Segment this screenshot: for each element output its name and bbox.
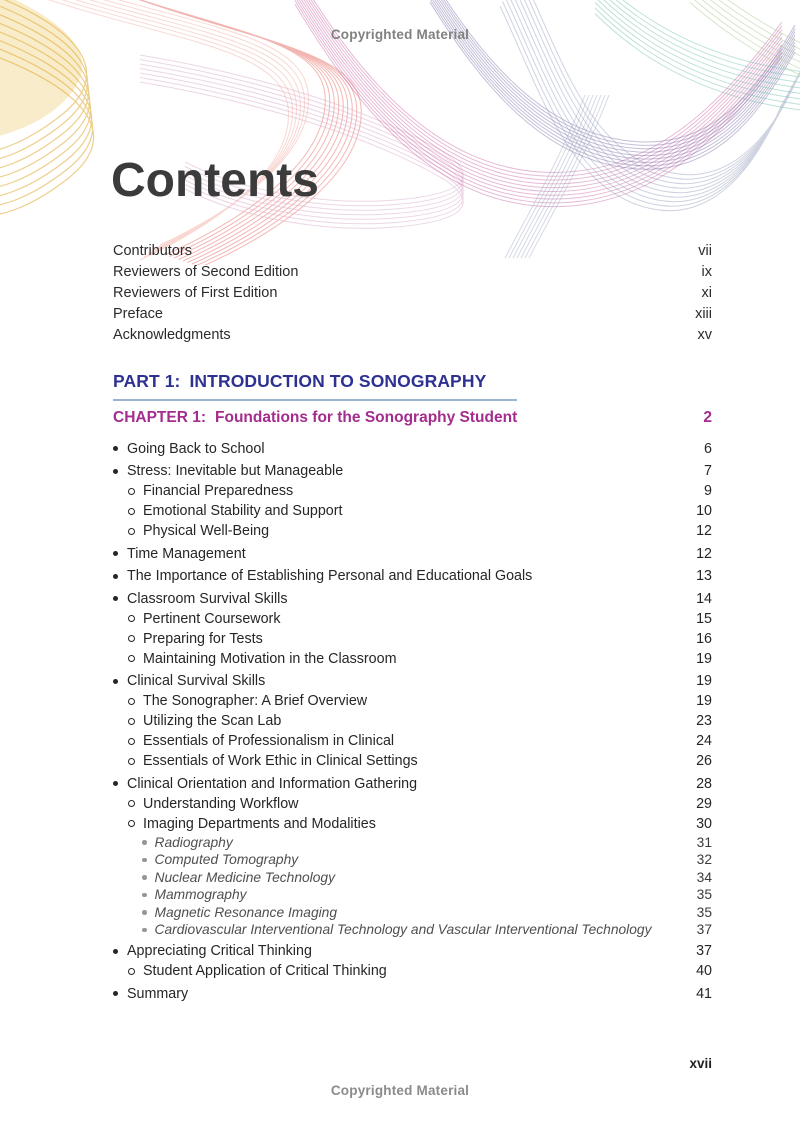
- toc-item-title: Nuclear Medicine Technology: [154, 869, 335, 885]
- front-matter-item-page: xiii: [695, 305, 712, 322]
- page-title: Contents: [111, 154, 319, 207]
- toc-item-page: 9: [704, 483, 712, 499]
- front-matter-item-page: ix: [701, 264, 712, 281]
- toc-item-page: 10: [696, 503, 712, 519]
- bullet-icon: [128, 738, 135, 745]
- toc-item: [113, 589, 712, 609]
- chapter-page-number: 2: [703, 409, 712, 426]
- toc-item: [113, 649, 712, 669]
- toc-item: [113, 731, 712, 751]
- bullet-icon: [113, 596, 118, 601]
- bullet-icon: [113, 551, 118, 556]
- bullet-icon: [128, 655, 135, 662]
- front-matter-item: [113, 303, 712, 324]
- bullet-icon: [142, 928, 147, 933]
- part-heading: [113, 371, 517, 401]
- bullet-icon: [128, 820, 135, 827]
- toc-item: [113, 794, 712, 814]
- toc-item: [113, 691, 712, 711]
- toc-item-page: 37: [696, 922, 712, 938]
- toc-item-page: 19: [696, 673, 712, 689]
- toc-item: [113, 886, 712, 904]
- toc-item-page: 29: [696, 795, 712, 812]
- bullet-icon: [128, 508, 135, 515]
- toc-item-page: 14: [696, 590, 712, 607]
- bullet-icon: [142, 910, 147, 915]
- toc-item: [113, 869, 712, 887]
- toc-item-title: Magnetic Resonance Imaging: [154, 904, 338, 920]
- toc-item: [113, 774, 712, 794]
- toc-item-page: 35: [696, 887, 712, 903]
- toc-list: [113, 436, 712, 1004]
- toc-item-title: Classroom Survival Skills: [127, 590, 288, 607]
- toc-item-title: Essentials of Work Ethic in Clinical Settings: [143, 753, 418, 769]
- toc-item: [113, 671, 712, 691]
- toc-item: [113, 609, 712, 629]
- toc-item-title: Utilizing the Scan Lab: [143, 713, 282, 729]
- chapter-heading: [113, 409, 712, 427]
- toc-item-page: 7: [704, 463, 712, 479]
- bullet-icon: [113, 679, 118, 684]
- toc-item-page: 40: [696, 963, 712, 979]
- bullet-icon: [113, 781, 118, 786]
- bullet-icon: [128, 968, 135, 975]
- toc-item: [113, 751, 712, 771]
- chapter-title: Foundations for the Sonography Student: [215, 409, 518, 426]
- folio-page-number: xvii: [689, 1056, 712, 1071]
- bullet-icon: [128, 635, 135, 642]
- toc-item-title: Computed Tomography: [154, 852, 299, 868]
- toc-item-page: 12: [696, 523, 712, 539]
- toc-item-title: Preparing for Tests: [143, 630, 263, 647]
- toc-item: [113, 521, 712, 541]
- front-matter-item-page: xv: [697, 326, 712, 343]
- toc-item: [113, 711, 712, 731]
- toc-item-page: 6: [704, 440, 712, 457]
- toc-item-title: Essentials of Professionalism in Clinical: [143, 733, 395, 749]
- toc-item-title: Stress: Inevitable but Manageable: [127, 463, 344, 479]
- toc-item-title: Maintaining Motivation in the Classroom: [143, 650, 397, 667]
- toc-item-page: 16: [696, 630, 712, 647]
- toc-item-title: Clinical Survival Skills: [127, 673, 266, 689]
- copyright-notice-bottom: Copyrighted Material: [330, 1083, 470, 1098]
- toc-item-title: Student Application of Critical Thinking: [143, 963, 387, 979]
- toc-item-title: The Sonographer: A Brief Overview: [143, 693, 368, 709]
- bullet-icon: [113, 469, 118, 474]
- bullet-icon: [128, 698, 135, 705]
- toc-item-title: Cardiovascular Interventional Technology and Vascular Interventional Technology: [154, 922, 652, 938]
- toc-item: [113, 941, 712, 961]
- bullet-icon: [128, 758, 135, 765]
- toc-item: [113, 629, 712, 649]
- toc-item-title: Pertinent Coursework: [143, 610, 281, 627]
- toc-item-page: 30: [696, 815, 712, 832]
- toc-item-title: Mammography: [154, 887, 247, 903]
- copyright-notice-top: Copyrighted Material: [330, 27, 470, 42]
- toc-item: [113, 501, 712, 521]
- toc-item-page: 13: [696, 568, 712, 584]
- toc-item: [113, 834, 712, 852]
- front-matter-item: [113, 283, 712, 304]
- toc-item-title: Going Back to School: [127, 440, 265, 457]
- front-matter-item-label: Acknowledgments: [113, 326, 231, 343]
- chapter-number-label: CHAPTER 1:: [113, 409, 207, 426]
- bullet-icon: [113, 446, 118, 451]
- toc-item-page: 15: [696, 610, 712, 627]
- bullet-icon: [128, 800, 135, 807]
- bullet-icon: [142, 893, 147, 898]
- front-matter-item: [113, 324, 712, 345]
- front-matter-item-label: Reviewers of First Edition: [113, 284, 278, 301]
- front-matter-list: [113, 241, 712, 345]
- bullet-icon: [113, 574, 118, 579]
- toc-item-title: Clinical Orientation and Information Gathering: [127, 775, 418, 792]
- toc-item-title: Imaging Departments and Modalities: [143, 815, 376, 832]
- toc-item-page: 41: [696, 985, 712, 1002]
- bullet-icon: [142, 840, 147, 845]
- front-matter-item: [113, 262, 712, 283]
- toc-item-page: 12: [696, 545, 712, 562]
- bullet-icon: [128, 718, 135, 725]
- front-matter-item-page: xi: [701, 284, 712, 301]
- part-title: INTRODUCTION TO SONOGRAPHY: [189, 371, 487, 391]
- toc-item-title: Understanding Workflow: [143, 795, 299, 812]
- toc-item-page: 35: [696, 904, 712, 920]
- toc-item: [113, 851, 712, 869]
- front-matter-item-page: vii: [698, 243, 712, 260]
- toc-item-title: Emotional Stability and Support: [143, 503, 343, 519]
- part-number-label: PART 1:: [113, 371, 181, 391]
- front-matter-item-label: Preface: [113, 305, 163, 322]
- bullet-icon: [128, 488, 135, 495]
- toc-item-title: The Importance of Establishing Personal and Educational Goals: [127, 568, 533, 584]
- front-matter-item: [113, 241, 712, 262]
- toc-item-page: 32: [696, 852, 712, 868]
- toc-item: [113, 461, 712, 481]
- toc-item: [113, 814, 712, 834]
- toc-item: [113, 544, 712, 564]
- toc-item-page: 23: [696, 713, 712, 729]
- toc-item-title: Time Management: [127, 545, 246, 562]
- toc-item-title: Appreciating Critical Thinking: [127, 943, 312, 959]
- toc-item-title: Summary: [127, 985, 189, 1002]
- toc-item: [113, 904, 712, 922]
- bullet-icon: [142, 875, 147, 880]
- toc-item-page: 26: [696, 753, 712, 769]
- toc-item-page: 28: [696, 775, 712, 792]
- bullet-icon: [113, 991, 118, 996]
- toc-item: [113, 921, 712, 939]
- bullet-icon: [128, 615, 135, 622]
- front-matter-item-label: Reviewers of Second Edition: [113, 264, 299, 281]
- toc-item-title: Physical Well-Being: [143, 523, 270, 539]
- bullet-icon: [128, 528, 135, 535]
- front-matter-item-label: Contributors: [113, 243, 192, 260]
- toc-item-page: 31: [696, 834, 712, 850]
- toc-item: [113, 984, 712, 1004]
- bullet-icon: [142, 858, 147, 863]
- toc-item: [113, 961, 712, 981]
- toc-item: [113, 481, 712, 501]
- toc-item: [113, 566, 712, 586]
- toc-item-title: Radiography: [154, 834, 233, 850]
- toc-item-page: 19: [696, 650, 712, 667]
- toc-item-title: Financial Preparedness: [143, 483, 294, 499]
- toc-item: [113, 439, 712, 459]
- toc-item-page: 34: [696, 869, 712, 885]
- toc-item-page: 24: [696, 733, 712, 749]
- toc-item-page: 37: [696, 943, 712, 959]
- toc-item-page: 19: [696, 693, 712, 709]
- bullet-icon: [113, 949, 118, 954]
